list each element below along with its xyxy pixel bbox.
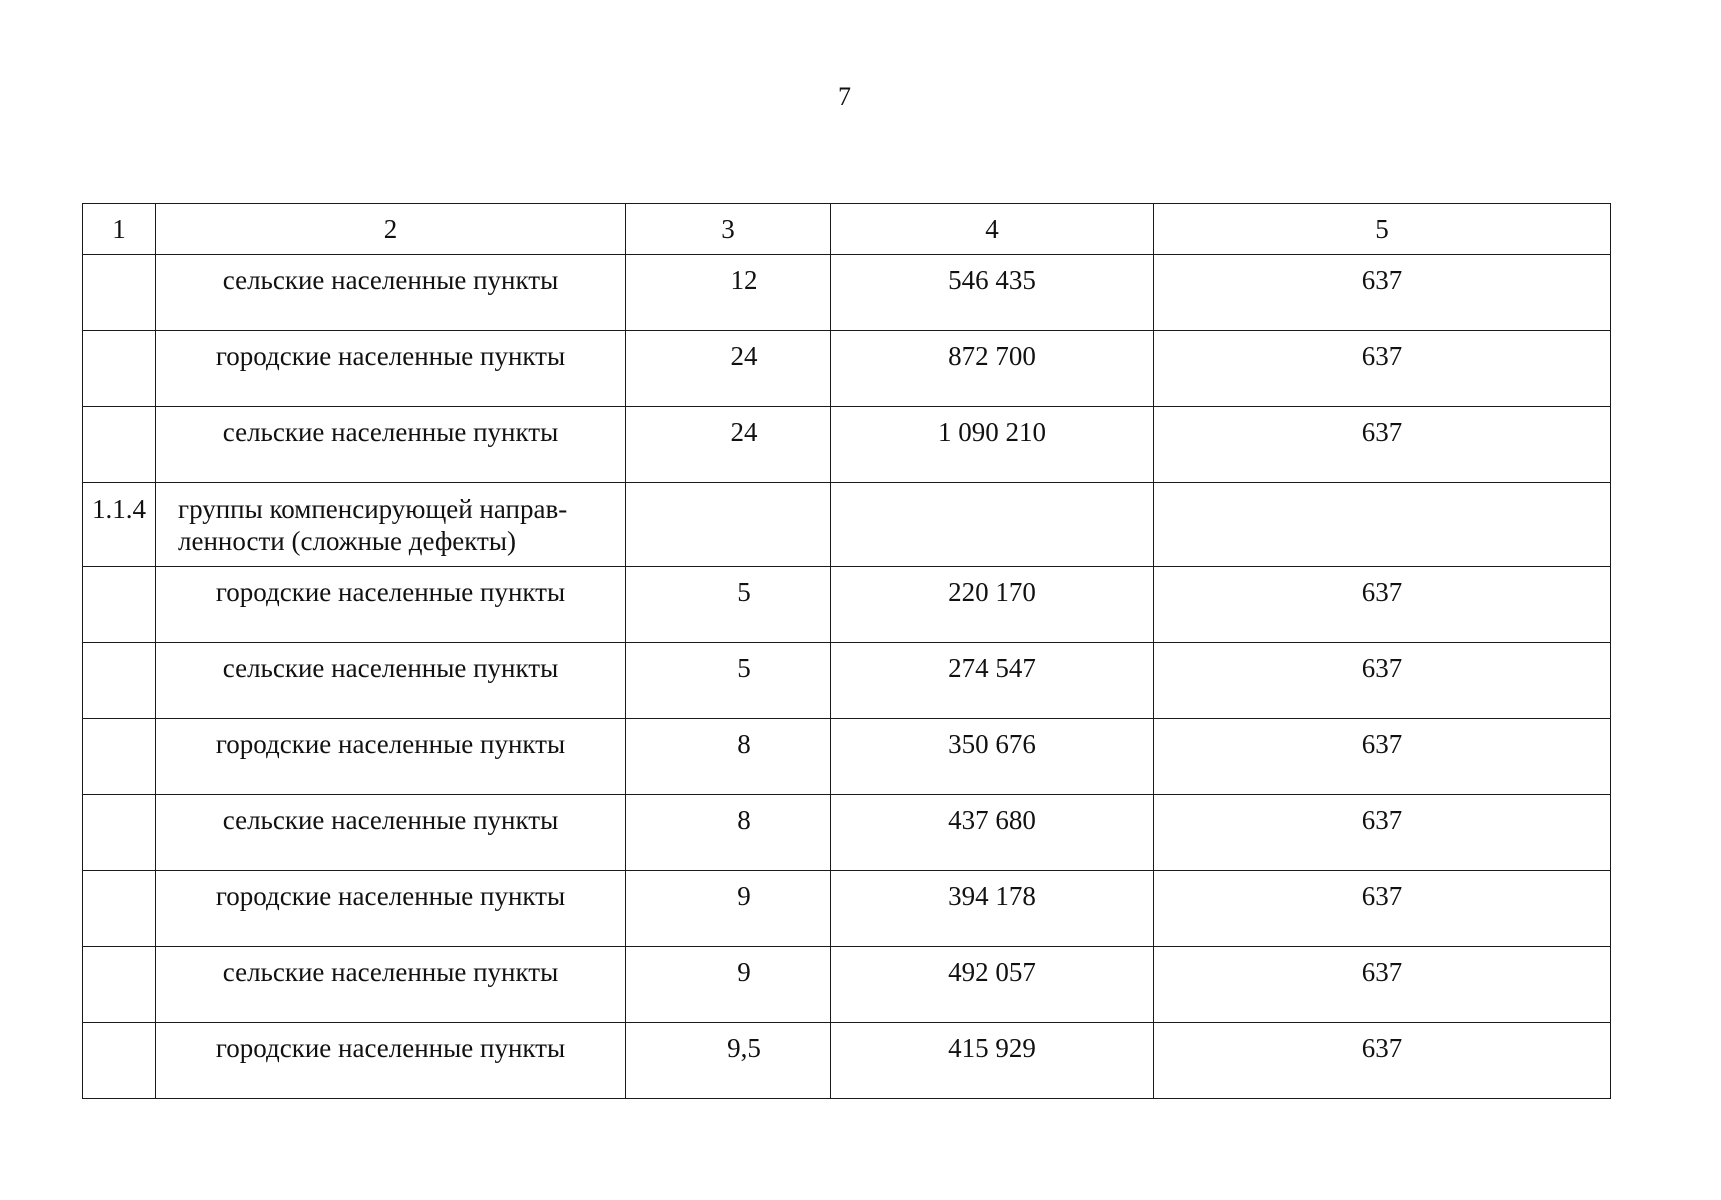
row-value-3: 24	[626, 331, 831, 407]
row-name: сельские населенные пункты	[156, 643, 626, 719]
table-row	[83, 255, 1611, 331]
row-name: городские населенные пункты	[156, 871, 626, 947]
row-number	[83, 795, 156, 871]
row-number	[83, 871, 156, 947]
row-number	[83, 643, 156, 719]
row-value-3: 24	[626, 407, 831, 483]
table-row	[83, 719, 1611, 795]
row-value-3	[626, 483, 831, 567]
row-value-4	[831, 483, 1154, 567]
table-row	[83, 1023, 1611, 1099]
row-value-3: 5	[626, 643, 831, 719]
table-group-row	[83, 483, 1611, 567]
row-value-4: 415 929	[831, 1023, 1154, 1099]
table-header-row	[83, 204, 1611, 255]
table-row	[83, 407, 1611, 483]
row-value-5	[1154, 483, 1611, 567]
row-number	[83, 255, 156, 331]
row-value-4: 1 090 210	[831, 407, 1154, 483]
row-value-5: 637	[1154, 947, 1611, 1023]
row-name: городские населенные пункты	[156, 567, 626, 643]
row-value-4: 546 435	[831, 255, 1154, 331]
row-value-3: 9,5	[626, 1023, 831, 1099]
row-value-4: 492 057	[831, 947, 1154, 1023]
row-value-4: 872 700	[831, 331, 1154, 407]
row-value-3: 8	[626, 795, 831, 871]
row-number	[83, 1023, 156, 1099]
row-name: сельские населенные пункты	[156, 947, 626, 1023]
row-value-5: 637	[1154, 255, 1611, 331]
row-value-4: 394 178	[831, 871, 1154, 947]
column-header-2: 2	[156, 204, 626, 255]
row-number	[83, 947, 156, 1023]
row-value-5: 637	[1154, 871, 1611, 947]
data-table	[82, 203, 1611, 1099]
row-name: городские населенные пункты	[156, 331, 626, 407]
column-header-1: 1	[83, 204, 156, 255]
row-value-5: 637	[1154, 1023, 1611, 1099]
table-row	[83, 567, 1611, 643]
row-value-3: 8	[626, 719, 831, 795]
row-number: 1.1.4	[83, 483, 156, 567]
row-value-3: 5	[626, 567, 831, 643]
row-name: городские населенные пункты	[156, 719, 626, 795]
column-header-3: 3	[626, 204, 831, 255]
row-value-5: 637	[1154, 567, 1611, 643]
group-name	[156, 483, 626, 567]
page-number: 7	[838, 82, 851, 111]
row-value-5: 637	[1154, 643, 1611, 719]
row-value-4: 437 680	[831, 795, 1154, 871]
row-number	[83, 407, 156, 483]
row-value-5: 637	[1154, 795, 1611, 871]
row-value-4: 274 547	[831, 643, 1154, 719]
row-name: сельские населенные пункты	[156, 407, 626, 483]
row-value-4: 350 676	[831, 719, 1154, 795]
table-row	[83, 947, 1611, 1023]
table-row	[83, 331, 1611, 407]
table-row	[83, 795, 1611, 871]
table-row	[83, 643, 1611, 719]
row-value-4: 220 170	[831, 567, 1154, 643]
column-header-5: 5	[1154, 204, 1611, 255]
row-number	[83, 719, 156, 795]
row-number	[83, 331, 156, 407]
row-name: сельские населенные пункты	[156, 795, 626, 871]
row-name: сельские населенные пункты	[156, 255, 626, 331]
row-value-5: 637	[1154, 407, 1611, 483]
table-row	[83, 871, 1611, 947]
row-value-3: 9	[626, 871, 831, 947]
row-value-3: 12	[626, 255, 831, 331]
group-name-line-2: ленности (сложные дефекты)	[178, 526, 516, 556]
row-name: городские населенные пункты	[156, 1023, 626, 1099]
row-value-5: 637	[1154, 331, 1611, 407]
row-number	[83, 567, 156, 643]
row-value-5: 637	[1154, 719, 1611, 795]
group-name-line-1: группы компенсирующей направ-	[178, 494, 568, 524]
row-value-3: 9	[626, 947, 831, 1023]
column-header-4: 4	[831, 204, 1154, 255]
